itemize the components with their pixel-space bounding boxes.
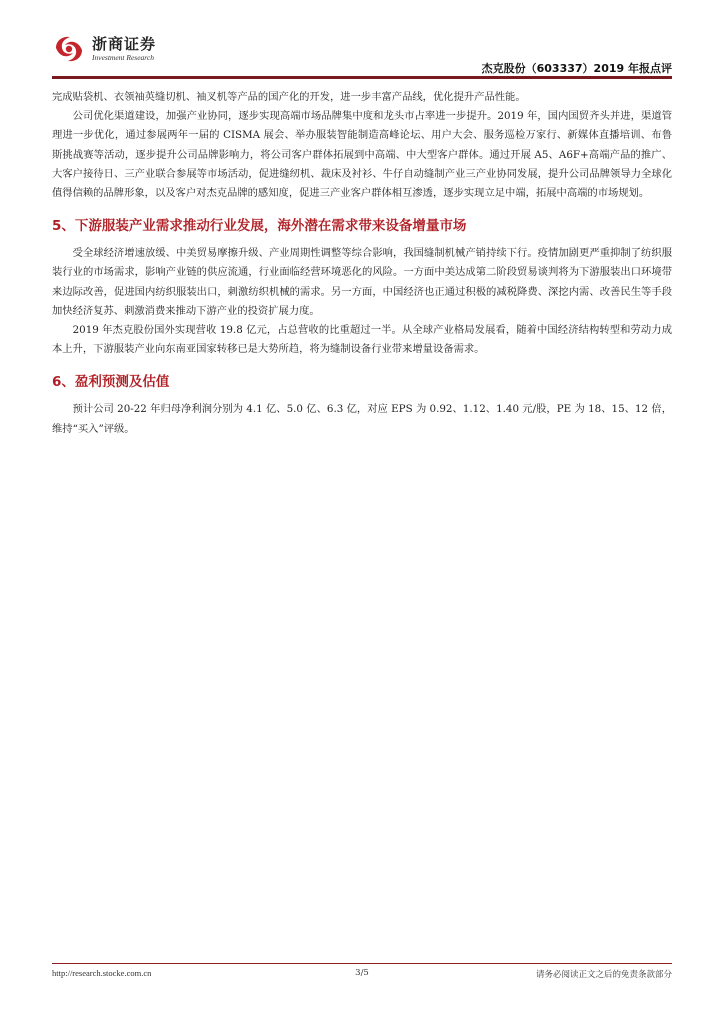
footer-divider <box>52 963 672 964</box>
paragraph-overseas: 2019 年杰克股份国外实现营收 19.8 亿元，占总营收的比重超过一半。从全球产业格局发展看，随着中国经济结构转型和劳动力成本上升，下游服装产业向东南亚国家转移已是大势所趋，将为缝制设备行业带来增量设备需求。 <box>52 324 672 356</box>
header-divider <box>52 76 672 79</box>
report-body <box>52 88 672 439</box>
brand-name-en: Investment Research <box>92 52 154 62</box>
footer-url[interactable]: http://research.stocke.com.cn <box>52 968 152 978</box>
section-heading-5: 5、下游服装产业需求推动行业发展，海外潜在需求带来设备增量市场 <box>52 218 467 235</box>
paragraph-product-dev: 完成贴袋机、衣领袖英缝切机、袖叉机等产品的国产化的开发，进一步丰富产品线，优化提升产品性能。 <box>52 91 526 103</box>
paragraph-forecast: 预计公司 20-22 年归母净利润分别为 4.1 亿、5.0 亿、6.3 亿，对应 EPS 为 0.92、1.12、1.40 元/股，PE 为 18、15、12 倍，维持“买入”评级。 <box>52 403 672 435</box>
paragraph-channel: 公司优化渠道建设，加强产业协同，逐步实现高端市场品牌集中度和龙头市占率进一步提升。2019 年，国内国贸齐头并进，渠道管理进一步优化，通过参展两年一届的 CISMA 展会、举办服装智能制造高峰论坛、用户大会、服务巡检万家行、新媒体直播培训、布鲁斯挑战赛等活动，逐步提升公司品牌影响力，将公司客户群体拓展到中高端、中大型客户群体。通过开展 A5、A6F+高端产品的推广、大客户接待日、三产业联合参展等市场活动，促进缝纫机、裁床及衬衫、牛仔自动缝制产业三产业协同发展，提升公司品牌领导力全球化值得信赖的品牌形象，以及客户对杰克品牌的感知度，促进三产业客户群体相互渗透，逐步实现立足中端，拓展中高端的市场规划。 <box>52 110 672 200</box>
footer-disclaimer: 请务必阅读正文之后的免责条款部分 <box>535 970 672 980</box>
section-heading-6: 6、盈利预测及估值 <box>52 374 170 391</box>
page-header <box>52 34 672 74</box>
paragraph-downstream: 受全球经济增速放缓、中美贸易摩擦升级、产业周期性调整等综合影响，我国缝制机械产销持续下行。疫情加剧更严重抑制了纺织服装行业的市场需求，影响产业链的供应流通，行业面临经营环境恶化的风险。一方面中美达成第二阶段贸易谈判将为下游服装出口环境带来边际改善，促进国内纺织服装出口，刺激纺织机械的需求。另一方面，中国经济也正通过积极的减税降费、深挖内需、改善民生等手段加快经济复苏、刺激消费来推动下游产业的投资扩展力度。 <box>52 247 672 317</box>
report-title: 杰克股份（603337）2019 年报点评 <box>481 62 672 75</box>
zheshang-logo-icon <box>52 34 86 64</box>
brand-name-cn: 浙商证券 <box>92 34 157 53</box>
brand-logo <box>52 34 156 64</box>
page-number: 3/5 <box>355 968 369 978</box>
